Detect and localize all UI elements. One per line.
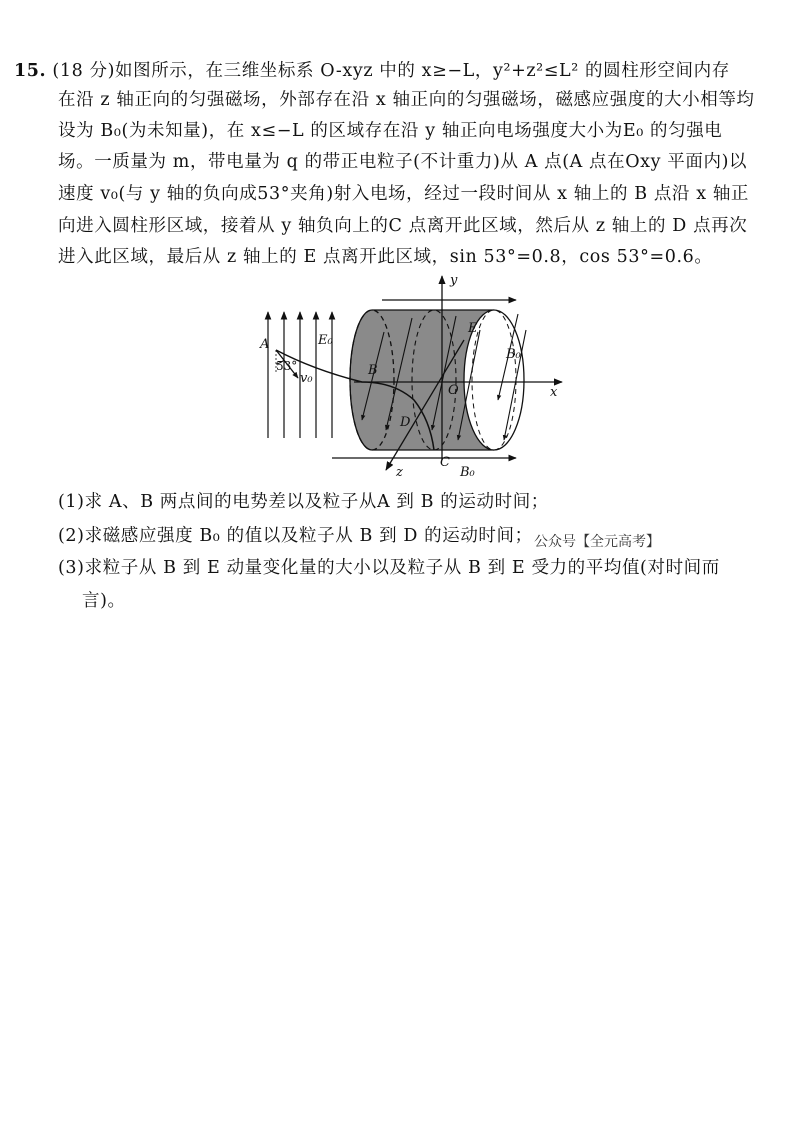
label-origin-o: O xyxy=(448,383,459,398)
label-outer-magnetic-field: B₀ xyxy=(460,465,475,480)
physics-diagram xyxy=(254,270,574,480)
watermark: 公众号【全元高考】 xyxy=(534,534,660,550)
subquestion-3-continued: 言)。 xyxy=(82,591,126,611)
label-z-axis: z xyxy=(396,465,403,480)
question-number: 15. xyxy=(14,61,47,81)
label-point-e: E xyxy=(468,321,478,336)
subquestion-3: (3)求粒子从 B 到 E 动量变化量的大小以及粒子从 B 到 E 受力的平均值(对时间而 xyxy=(58,558,720,578)
question-line-5: 速度 v₀(与 y 轴的负向成53°夹角)射入电场，经过一段时间从 x 轴上的 B 点沿 x 轴正 xyxy=(58,184,750,204)
question-line-2: 在沿 z 轴正向的匀强磁场，外部存在沿 x 轴正向的匀强磁场，磁感应强度的大小相等均 xyxy=(58,90,755,110)
question-line-1: (18 分)如图所示，在三维坐标系 O-xyz 中的 x≥−L，y²+z²≤L² 的圆柱形空间内存 xyxy=(52,61,730,81)
question-line-4: 场。一质量为 m，带电量为 q 的带正电粒子(不计重力)从 A 点(A 点在Oxy 平面内)以 xyxy=(58,152,748,172)
question-line-3: 设为 B₀(为未知量)，在 x≤−L 的区域存在沿 y 轴正向电场强度大小为E₀ 的匀强电 xyxy=(58,121,723,141)
label-x-axis: x xyxy=(550,385,558,400)
label-inner-magnetic-field: B₀ xyxy=(506,347,521,362)
question-line-6: 向进入圆柱形区域，接着从 y 轴负向上的C 点离开此区域，然后从 z 轴上的 D 点再次 xyxy=(58,216,748,236)
label-point-b: B xyxy=(368,363,378,378)
question-line-7: 进入此区域，最后从 z 轴上的 E 点离开此区域，sin 53°=0.8，cos 53°=0.6。 xyxy=(58,247,713,267)
label-electric-field: E₀ xyxy=(318,333,333,348)
label-angle: 53° xyxy=(276,359,298,373)
label-point-a: A xyxy=(260,337,270,352)
label-point-c: C xyxy=(440,455,450,470)
label-velocity: v₀ xyxy=(300,371,313,386)
label-y-axis: y xyxy=(450,273,458,288)
label-point-d: D xyxy=(400,415,411,430)
subquestion-2: (2)求磁感应强度 B₀ 的值以及粒子从 B 到 D 的运动时间； xyxy=(58,526,533,546)
subquestion-1: (1)求 A、B 两点间的电势差以及粒子从A 到 B 的运动时间； xyxy=(58,492,549,512)
